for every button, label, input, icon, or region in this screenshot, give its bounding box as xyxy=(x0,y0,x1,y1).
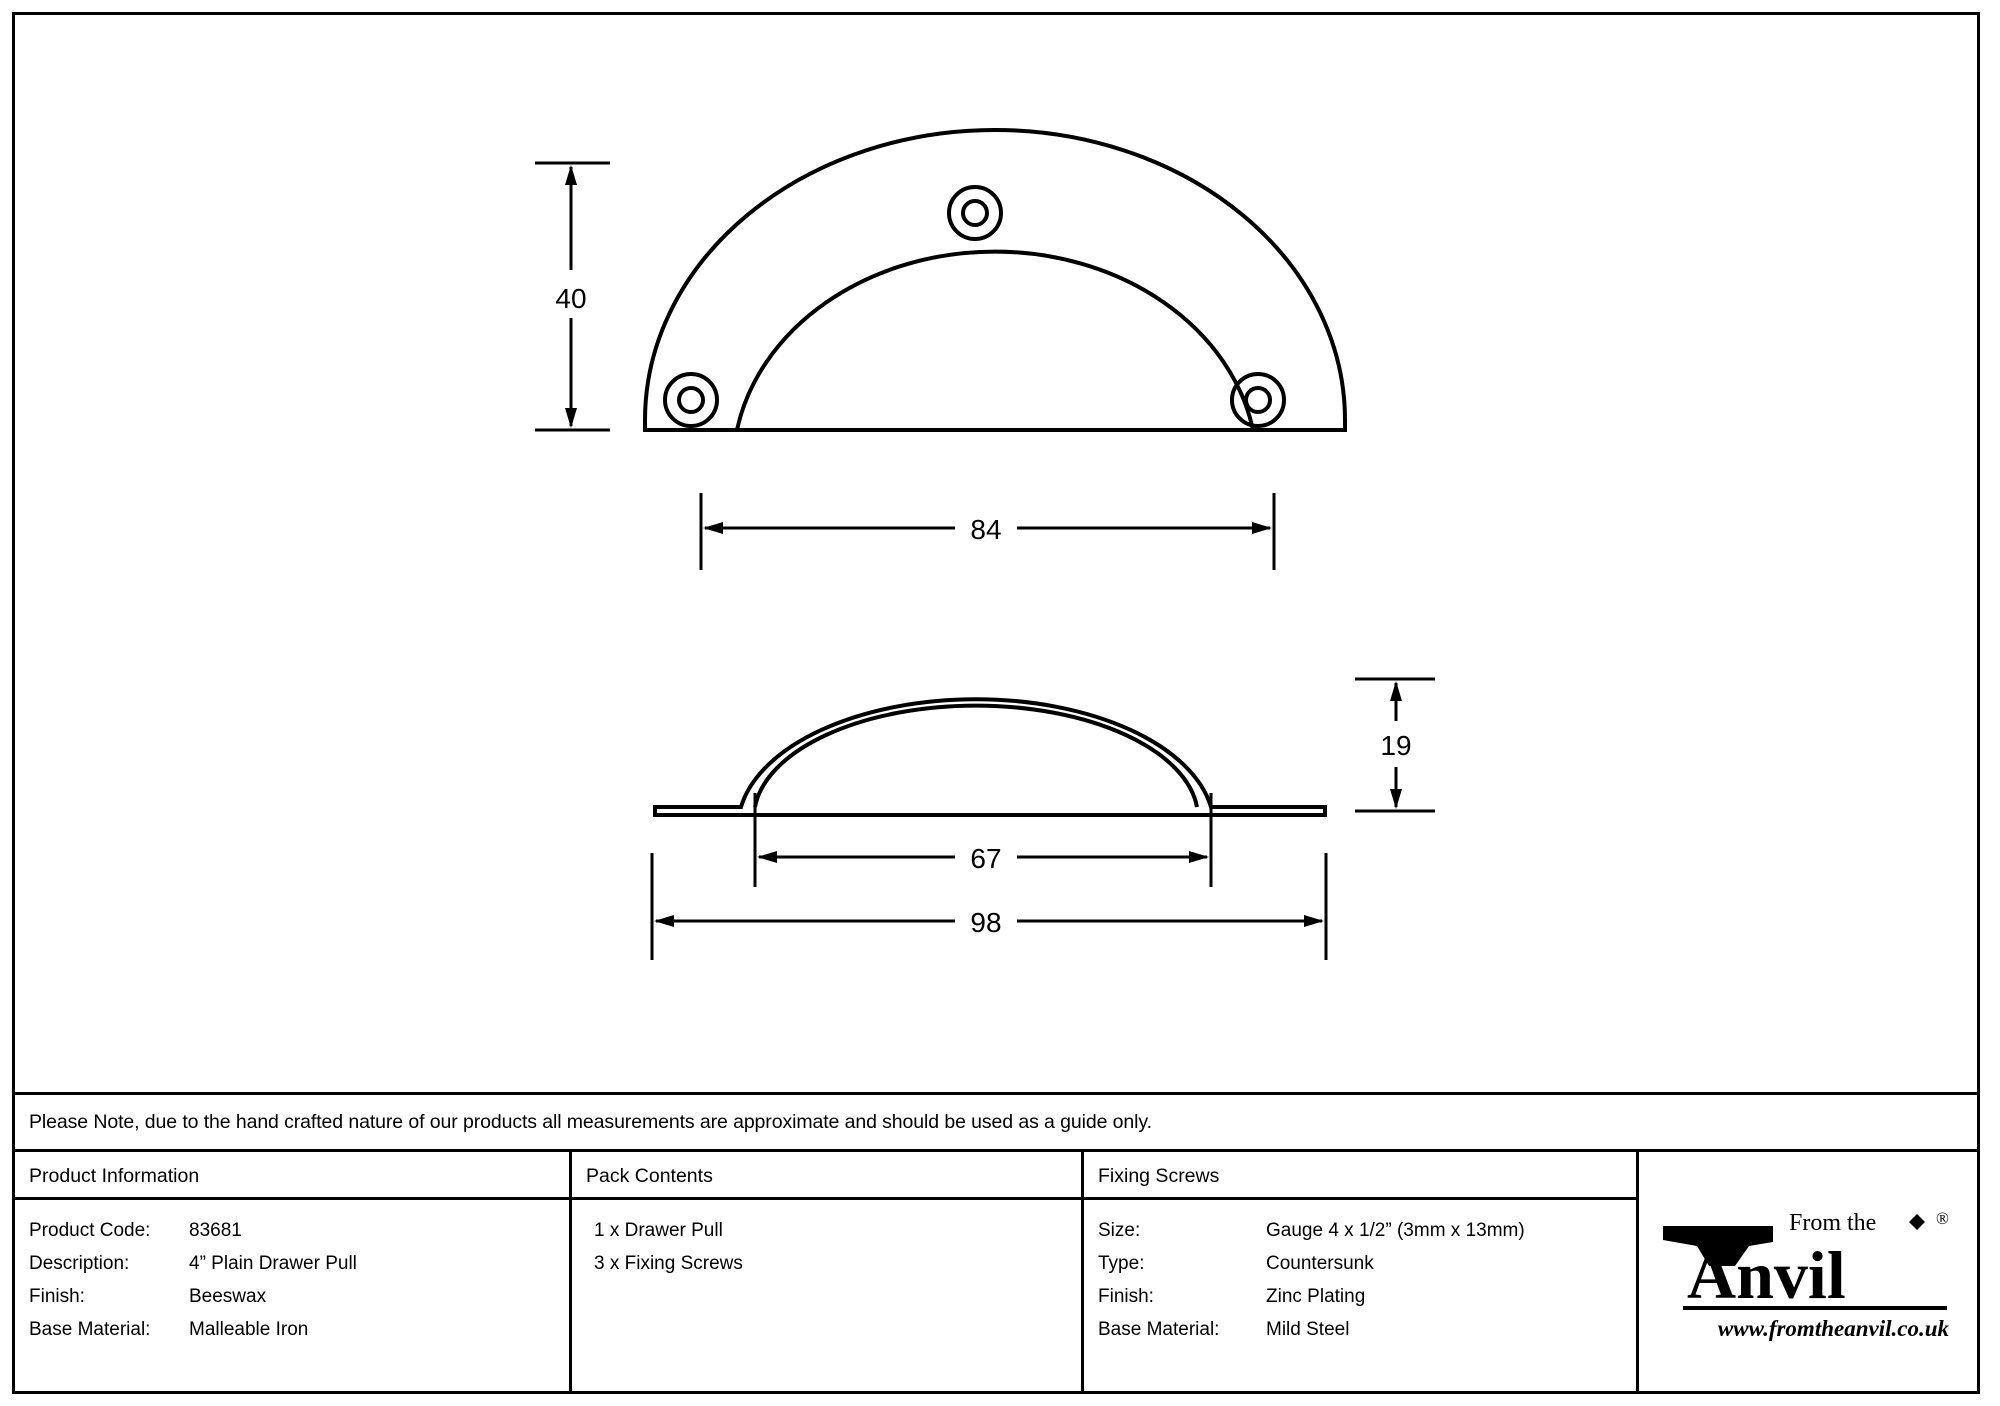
anvil-logo-svg xyxy=(1657,1190,1957,1355)
dimension-label-19: 19 xyxy=(1380,730,1412,761)
screw-finish-value: Zinc Plating xyxy=(1266,1286,1366,1307)
screw-base-material-value: Mild Steel xyxy=(1266,1319,1350,1340)
front-outer-profile xyxy=(645,130,1345,430)
pack-contents-item: 1 x Drawer Pull xyxy=(594,1220,723,1241)
dimension-label-40: 40 xyxy=(555,283,587,314)
base-material-label: Base Material: xyxy=(29,1319,151,1340)
info-table xyxy=(15,1149,1977,1394)
screw-size-label: Size: xyxy=(1098,1220,1141,1241)
dimension-label-98: 98 xyxy=(970,907,1002,938)
note-bar xyxy=(15,1092,1977,1149)
pack-contents-heading: Pack Contents xyxy=(572,1152,1081,1200)
screw-finish-label: Finish: xyxy=(1098,1286,1154,1307)
screw-size-row xyxy=(1098,1214,1636,1247)
finish-label: Finish: xyxy=(29,1286,85,1307)
dimension-label-67: 67 xyxy=(970,843,1002,874)
pack-contents-column xyxy=(572,1152,1084,1394)
product-code-value: 83681 xyxy=(189,1220,242,1241)
note-text: Please Note, due to the hand crafted nature of our products all measurements are approximate and should be used as a guide only. xyxy=(29,1110,1152,1133)
brand-logo xyxy=(1639,1152,1974,1397)
finish-row xyxy=(29,1280,569,1313)
fixing-screws-body xyxy=(1084,1200,1636,1346)
side-inner-profile xyxy=(755,706,1197,807)
screw-base-material-row xyxy=(1098,1313,1636,1346)
front-inner-profile xyxy=(737,252,1253,430)
screw-type-row xyxy=(1098,1247,1636,1280)
dimension-label-84: 84 xyxy=(970,514,1002,545)
dimension-projection-19 xyxy=(1355,679,1435,811)
product-information-column xyxy=(15,1152,572,1394)
description-value: 4” Plain Drawer Pull xyxy=(189,1253,357,1274)
dimension-centres-67 xyxy=(755,793,1211,887)
finish-value: Beeswax xyxy=(189,1286,267,1307)
logo-website: www.fromtheanvil.co.uk xyxy=(1717,1316,1949,1341)
product-information-body xyxy=(15,1200,569,1346)
screw-type-label: Type: xyxy=(1098,1253,1145,1274)
logo-column xyxy=(1639,1152,1974,1394)
logo-registered: ® xyxy=(1936,1209,1949,1228)
drawing-sheet xyxy=(12,12,1980,1394)
screw-base-material-label: Base Material: xyxy=(1098,1319,1220,1340)
product-information-heading: Product Information xyxy=(15,1152,569,1200)
screw-hole-top xyxy=(949,187,1001,239)
screw-hole-left xyxy=(665,374,717,426)
base-material-row xyxy=(29,1313,569,1346)
technical-drawing-area xyxy=(15,15,1977,1092)
base-material-value: Malleable Iron xyxy=(189,1319,309,1340)
pack-contents-body xyxy=(572,1200,1081,1280)
screw-size-value: Gauge 4 x 1/2” (3mm x 13mm) xyxy=(1266,1220,1525,1241)
dimension-height-40 xyxy=(535,163,610,430)
description-row xyxy=(29,1247,569,1280)
diamond-icon xyxy=(1909,1214,1925,1230)
fixing-screws-column xyxy=(1084,1152,1639,1394)
front-view xyxy=(645,130,1345,430)
logo-tagline: From the xyxy=(1789,1210,1877,1236)
product-code-label: Product Code: xyxy=(29,1220,151,1241)
description-label: Description: xyxy=(29,1253,130,1274)
drawing-svg xyxy=(15,15,1977,1092)
screw-hole-right xyxy=(1232,374,1284,426)
fixing-screws-heading: Fixing Screws xyxy=(1084,1152,1636,1200)
screw-type-value: Countersunk xyxy=(1266,1253,1374,1274)
dimension-width-84 xyxy=(701,493,1274,570)
logo-brand: Anvil xyxy=(1687,1237,1846,1313)
pack-contents-item: 3 x Fixing Screws xyxy=(594,1253,743,1274)
screw-finish-row xyxy=(1098,1280,1636,1313)
product-code-row xyxy=(29,1214,569,1247)
